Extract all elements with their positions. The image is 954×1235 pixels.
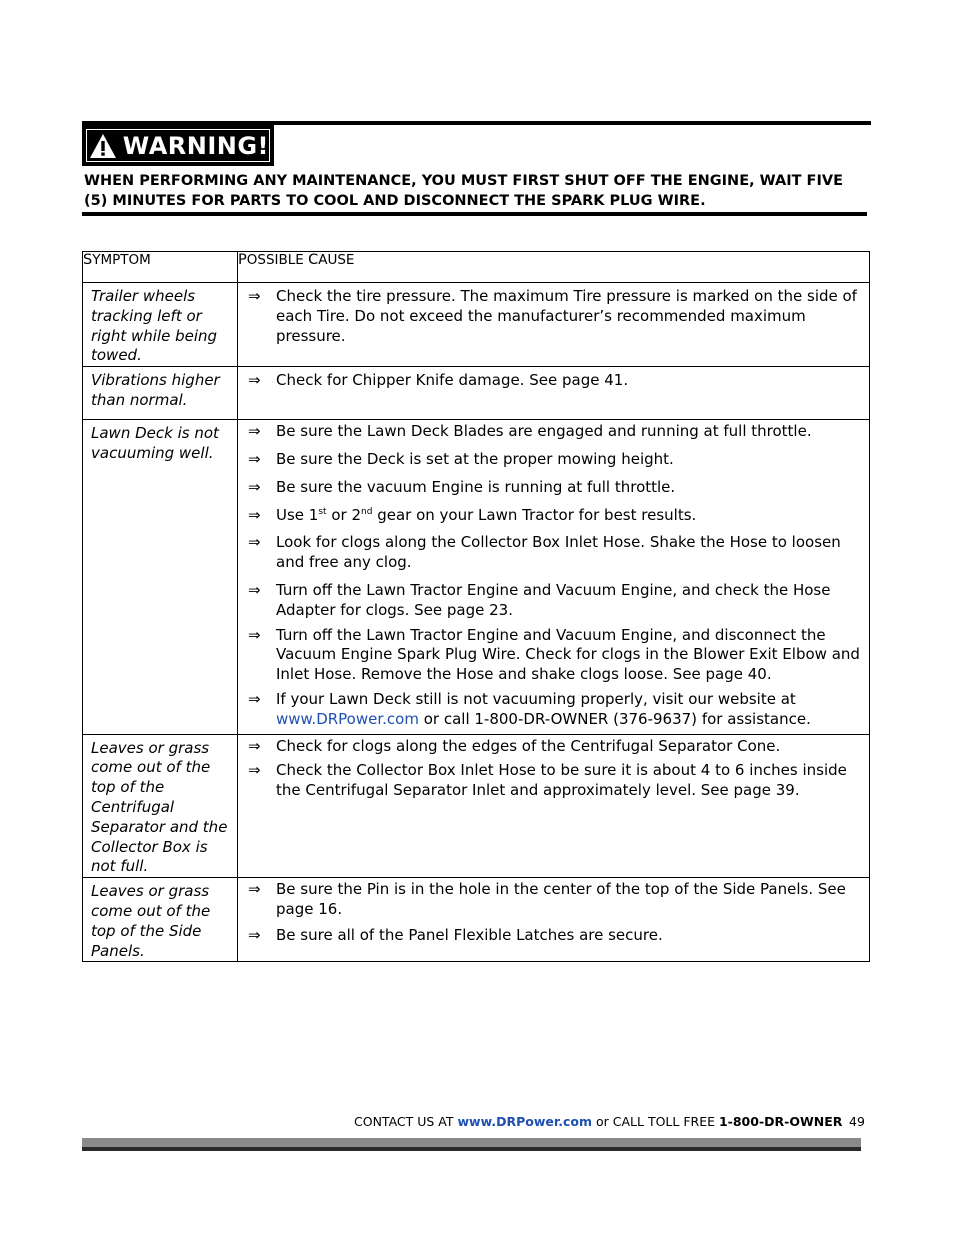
- footer-website-link[interactable]: www.DRPower.com: [457, 1114, 593, 1129]
- cause-item: ⇒ If your Lawn Deck still is not vacuuming properly, visit our website at www.DRPower.com or call 1-800-DR-OWNER (376-9637) for assistance.: [248, 689, 811, 728]
- causes-cell: [238, 734, 870, 878]
- table-header-row: [83, 252, 870, 283]
- website-link[interactable]: www.DRPower.com: [276, 709, 419, 728]
- arrow-icon: ⇒: [248, 925, 261, 944]
- warning-title: WARNING!: [122, 131, 269, 160]
- footer-bar: [82, 1138, 861, 1147]
- cause-item: ⇒ Check for Chipper Knife damage. See page 41.: [248, 371, 629, 390]
- table-row: [83, 420, 870, 734]
- cause-item: ⇒ Be sure the Deck is set at the proper mowing height.: [248, 449, 674, 468]
- cause-item: ⇒ Turn off the Lawn Tractor Engine and Vacuum Engine, and disconnect the Vacuum Engine Spark Plug Wire. Check for clogs in the Blower Exit Elbow and Inlet Hose. Remove the Hose and shake clogs loose. See page 40.: [248, 625, 860, 684]
- warning-triangle-icon: [87, 130, 119, 162]
- arrow-icon: ⇒: [248, 371, 261, 390]
- causes-cell: [238, 367, 870, 420]
- arrow-icon: ⇒: [248, 477, 261, 496]
- warning-badge-inner: [86, 129, 270, 162]
- arrow-icon: ⇒: [248, 689, 261, 708]
- arrow-icon: ⇒: [248, 761, 261, 780]
- cause-item: ⇒ Check the Collector Box Inlet Hose to be sure it is about 4 to 6 inches inside the Centrifugal Separator Inlet and approximately level. See page 39.: [248, 761, 847, 800]
- phone-number: 1-800-DR-OWNER (376-9637): [474, 709, 698, 728]
- symptom-cell: Vibrations higher than normal.: [83, 367, 238, 420]
- causes-cell: [238, 878, 870, 962]
- page-number: 49: [849, 1114, 865, 1129]
- symptom-cell: Leaves or grass come out of the top of the Centrifugal Separator and the Collector Box is not full.: [83, 734, 238, 878]
- footer-phone: 1-800-DR-OWNER: [718, 1114, 843, 1129]
- arrow-icon: ⇒: [248, 533, 261, 552]
- possible-cause-header: POSSIBLE CAUSE: [238, 252, 870, 283]
- arrow-icon: ⇒: [248, 580, 261, 599]
- table-row: [83, 878, 870, 962]
- warning-text: WHEN PERFORMING ANY MAINTENANCE, YOU MUST FIRST SHUT OFF THE ENGINE, WAIT FIVE (5) MINUTES FOR PARTS TO COOL AND DISCONNECT THE SPARK PLUG WIRE.: [84, 173, 843, 209]
- arrow-icon: ⇒: [248, 287, 261, 305]
- cause-item: ⇒ Turn off the Lawn Tractor Engine and Vacuum Engine, and check the Hose Adapter for clogs. See page 23.: [248, 580, 831, 619]
- cause-item: ⇒ Look for clogs along the Collector Box Inlet Hose. Shake the Hose to loosen and free any clog.: [248, 533, 841, 572]
- cause-item: ⇒ Be sure the Pin is in the hole in the center of the top of the Side Panels. See page 16.: [248, 880, 846, 918]
- table-row: [83, 734, 870, 878]
- cause-item: ⇒ Check for clogs along the edges of the Centrifugal Separator Cone.: [248, 736, 781, 755]
- arrow-icon: ⇒: [248, 505, 261, 524]
- arrow-icon: ⇒: [248, 736, 261, 755]
- table-row: [83, 283, 870, 367]
- cause-item: ⇒ Be sure the Lawn Deck Blades are engaged and running at full throttle.: [248, 422, 812, 441]
- arrow-icon: ⇒: [248, 449, 261, 468]
- arrow-icon: ⇒: [248, 625, 261, 644]
- causes-cell: [238, 420, 870, 734]
- cause-item: ⇒ Be sure all of the Panel Flexible Latches are secure.: [248, 925, 663, 944]
- footer-contact: CONTACT US AT www.DRPower.com or CALL TOLL FREE 1-800-DR-OWNER: [354, 1114, 843, 1129]
- arrow-icon: ⇒: [248, 880, 261, 899]
- causes-cell: [238, 283, 870, 367]
- warning-bottom-rule: [82, 212, 867, 216]
- warning-badge: [82, 125, 274, 166]
- symptom-header: SYMPTOM: [83, 252, 238, 283]
- footer-bar-dark: [82, 1147, 861, 1151]
- table-row: [83, 367, 870, 420]
- cause-item: ⇒ Be sure the vacuum Engine is running at full throttle.: [248, 477, 676, 496]
- cause-item: ⇒ Use 1st or 2nd gear on your Lawn Tractor for best results.: [248, 505, 697, 524]
- symptom-cell: Lawn Deck is not vacuuming well.: [83, 420, 238, 734]
- arrow-icon: ⇒: [248, 422, 261, 441]
- symptom-cell: Leaves or grass come out of the top of the Side Panels.: [83, 878, 238, 962]
- troubleshooting-table: [82, 251, 870, 962]
- symptom-cell: Trailer wheels tracking left or right while being towed.: [83, 283, 238, 367]
- cause-item: ⇒ Check the tire pressure. The maximum Tire pressure is marked on the side of each Tire. Do not exceed the manufacturer’s recommended maximum pressure.: [248, 287, 857, 345]
